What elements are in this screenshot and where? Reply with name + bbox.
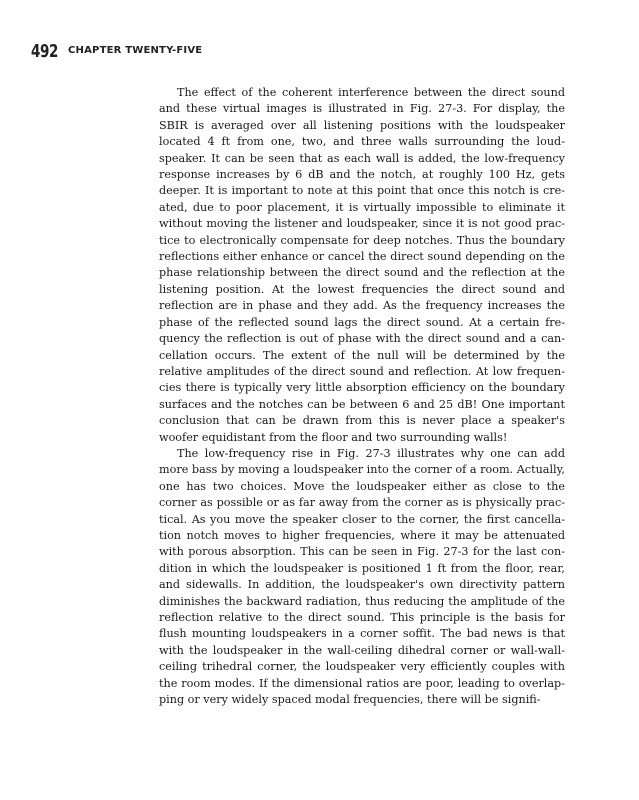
paragraph: The low-frequency rise in Fig. 27-3 illustrates why one can add more bass by moving a loudspeaker into the corner of a room. Actually, one has two choices. Move the loudspeaker either as close to the corner as possible or as far away from the corner as is physically practical. As you move the speaker closer to the corner, the first cancellation notch moves to higher frequencies, where it may be attenuated with porous absorption. This can be seen in Fig. 27-3 for the last condition in which the loudspeaker is positioned 1 ft from the floor, rear, and sidewalls. In addition, the loudspeaker's own directivity pattern diminishes the backward radiation, thus reducing the amplitude of the reflection relative to the direct sound. This principle is the basis for flush mounting loudspeakers in a corner soffit. The bad news is that with the loudspeaker in the wall-ceiling dihedral corner or wall-wall-ceiling trihedral corner, the loudspeaker very efficiently couples with the room modes. If the dimensional ratios are poor, leading to overlapping or very widely spaced modal frequencies, there will be signifi-: [159, 446, 565, 707]
chapter-heading: CHAPTER TWENTY-FIVE: [68, 45, 203, 56]
body-text: [159, 85, 565, 708]
page-number: 492: [31, 41, 59, 62]
paragraph: The effect of the coherent interference between the direct sound and these virtual images is illustrated in Fig. 27-3. For display, the SBIR is averaged over all listening positions with the loudspeaker located 4 ft from one, two, and three walls surrounding the loudspeaker. It can be seen that as each wall is added, the low-frequency response increases by 6 dB and the notch, at roughly 100 Hz, gets deeper. It is important to note at this point that once this notch is created, due to poor placement, it is virtually impossible to eliminate it without moving the listener and loudspeaker, since it is not good practice to electronically compensate for deep notches. Thus the boundary reflections either enhance or cancel the direct sound depending on the phase relationship between the direct sound and the reflection at the listening position. At the lowest frequencies the direct sound and reflection are in phase and they add. As the frequency increases the phase of the reflected sound lags the direct sound. At a certain frequency the reflection is out of phase with the direct sound and a cancellation occurs. The extent of the null will be determined by the relative amplitudes of the direct sound and reflection. At low frequencies there is typically very little absorption efficiency on the boundary surfaces and the notches can be between 6 and 25 dB! One important conclusion that can be drawn from this is never place a speaker's woofer equidistant from the floor and two surrounding walls!: [159, 86, 565, 444]
